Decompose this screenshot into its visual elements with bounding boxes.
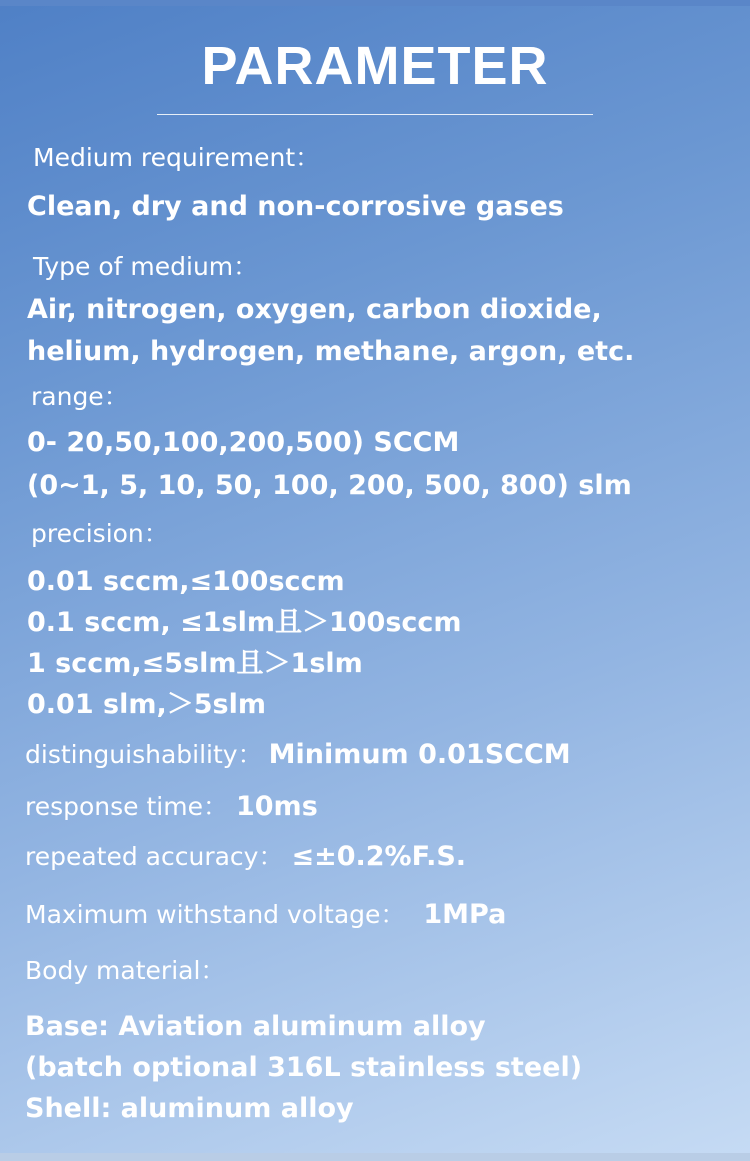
body-material-label: Body material： — [25, 956, 226, 985]
range-label: range： — [31, 382, 129, 411]
repeated-accuracy-value: ≤±0.2%F.S. — [291, 841, 467, 872]
distinguishability-label: distinguishability： — [25, 740, 263, 769]
type-of-medium-value-line: helium, hydrogen, methane, argon, etc. — [27, 336, 635, 367]
range-value-line: 0- 20,50,100,200,500) SCCM — [27, 427, 460, 458]
type-of-medium-label: Type of medium： — [33, 252, 259, 281]
bottom-border — [0, 1153, 750, 1161]
type-of-medium-value-line: Air, nitrogen, oxygen, carbon dioxide, — [27, 294, 602, 325]
max-withstand-voltage-value: 1MPa — [423, 899, 507, 930]
top-border — [0, 0, 750, 6]
body-material-value-line: Base: Aviation aluminum alloy — [25, 1011, 486, 1042]
title-divider — [157, 114, 593, 115]
precision-value-line: 0.01 slm,＞5slm — [27, 689, 266, 720]
max-withstand-voltage-row — [25, 898, 506, 932]
page-title: PARAMETER — [201, 36, 549, 96]
precision-value-line: 1 sccm,≤5slm且＞1slm — [27, 648, 363, 679]
response-time-value: 10ms — [235, 791, 318, 822]
max-withstand-voltage-label: Maximum withstand voltage： — [25, 900, 406, 929]
repeated-accuracy-label: repeated accuracy： — [25, 842, 284, 871]
body-material-value-line: (batch optional 316L stainless steel) — [25, 1052, 583, 1083]
response-time-label: response time： — [25, 792, 228, 821]
distinguishability-row — [25, 738, 571, 772]
repeated-accuracy-row — [25, 840, 466, 874]
distinguishability-value: Minimum 0.01SCCM — [268, 739, 571, 770]
range-value-line: (0~1, 5, 10, 50, 100, 200, 500, 800) slm — [27, 470, 632, 501]
medium-requirement-value: Clean, dry and non-corrosive gases — [27, 191, 564, 222]
medium-requirement-label: Medium requirement： — [33, 143, 321, 172]
precision-value-line: 0.1 sccm, ≤1slm且＞100sccm — [27, 607, 462, 638]
response-time-row — [25, 790, 318, 824]
precision-label: precision： — [31, 519, 169, 548]
body-material-value-line: Shell: aluminum alloy — [25, 1093, 354, 1124]
precision-value-line: 0.01 sccm,≤100sccm — [27, 566, 345, 597]
